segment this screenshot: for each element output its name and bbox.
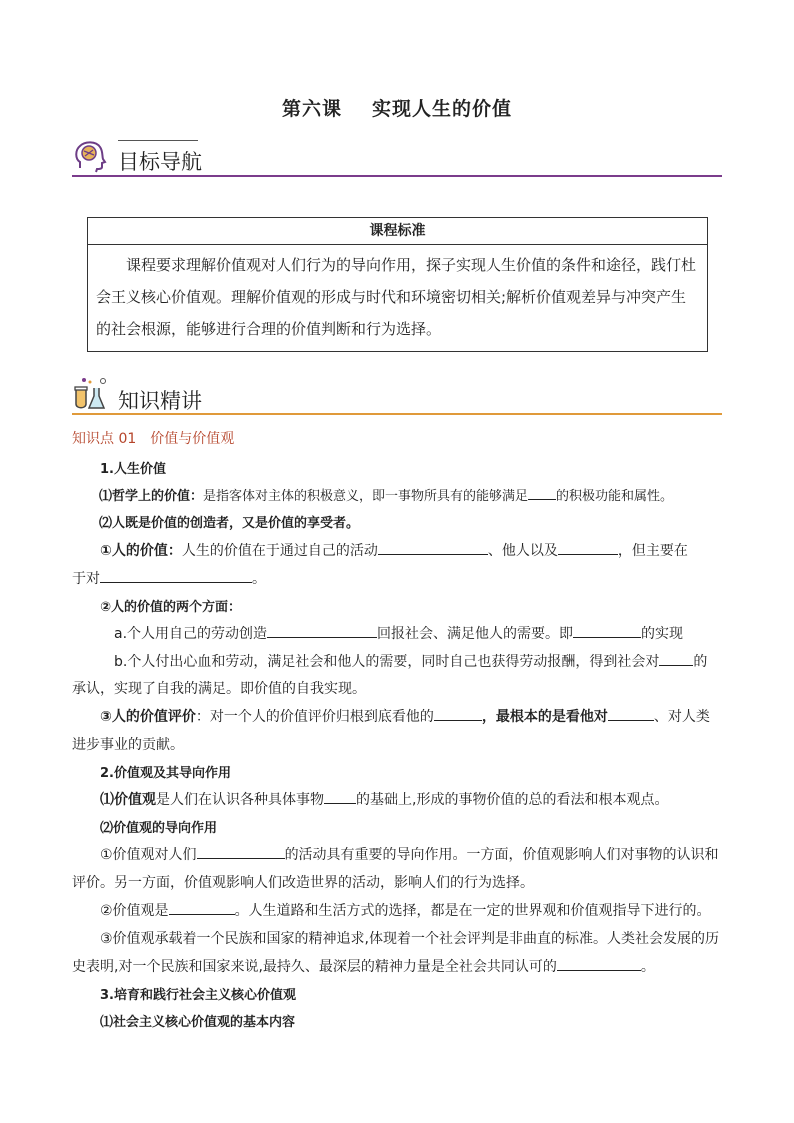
- blank[interactable]: [378, 542, 488, 555]
- brain-head-icon: [72, 138, 108, 174]
- heading-core-values-content: ⑴社会主义核心价值观的基本内容: [100, 1015, 296, 1030]
- lesson-number: 第六课: [281, 98, 342, 120]
- paragraph-human-value-cont: 于对 。: [72, 571, 266, 587]
- goal-top-tick: [118, 140, 198, 141]
- knowledge-content: [72, 458, 724, 1028]
- goal-divider: [72, 175, 722, 177]
- knowledge-point-number: 知识点 01: [72, 431, 137, 447]
- blank[interactable]: [197, 846, 285, 859]
- paragraph-aspect-b: b.个人付出心血和劳动，满足社会和他人的需要，同时自己也获得劳动报酬，得到社会对 的: [114, 654, 708, 670]
- blank[interactable]: [267, 625, 377, 638]
- paragraph-aspect-a: a.个人用自己的劳动创造 回报社会、满足他人的需要。即 的实现: [114, 626, 684, 642]
- heading-guidance-role: ⑵价值观的导向作用: [100, 821, 218, 836]
- blank[interactable]: [434, 708, 482, 721]
- lab-flask-icon: [72, 376, 108, 412]
- blank[interactable]: [573, 625, 641, 638]
- paragraph-human-value: ①人的价值：人生的价值在于通过自己的活动 、他人以及 ，但主要在: [100, 543, 688, 559]
- knowledge-section-title: 知识精讲: [118, 389, 202, 413]
- blank[interactable]: [324, 791, 356, 804]
- knowledge-point-name: 价值与价值观: [150, 431, 235, 447]
- blank[interactable]: [100, 570, 252, 583]
- heading-two-aspects: ②人的价值的两个方面：: [100, 600, 242, 615]
- blank[interactable]: [558, 542, 618, 555]
- lesson-topic: 实现人生的价值: [372, 98, 513, 120]
- goal-section-title: 目标导航: [118, 150, 202, 174]
- paragraph-guidance-2: ②价值观是 。人生道路和生活方式的选择，都是在一定的世界观和价值观指导下进行的。: [100, 903, 711, 919]
- blank[interactable]: [528, 487, 556, 500]
- paragraph-aspect-b-cont: 承认，实现了自我的满足。即价值的自我实现。: [72, 681, 366, 697]
- blank[interactable]: [608, 708, 654, 721]
- course-standard-header: 课程标准: [88, 218, 707, 245]
- paragraph-value-evaluation: ③人的价值评价：对一个人的价值评价归根到底看他的 ，最根本的是看他对 、对人类: [100, 709, 710, 725]
- goal-section-header: [72, 138, 722, 178]
- heading-core-values: 3.培育和践行社会主义核心价值观: [100, 988, 296, 1003]
- paragraph-creator-enjoyer: ⑵人既是价值的创造者，又是价值的享受者。: [99, 516, 360, 531]
- course-standard-box: [87, 217, 708, 352]
- paragraph-guidance-1: ①价值观对人们 的活动具有重要的导向作用。一方面，价值观影响人们对事物的认识和: [100, 847, 719, 863]
- blank[interactable]: [659, 653, 693, 666]
- paragraph-value-evaluation-cont: 进步事业的贡献。: [72, 737, 184, 753]
- course-standard-body: 课程要求理解价值观对人们行为的导向作用，探子实现人生价值的条件和途径，践仃杜会王义核心价值观。理解价值观的形成与时代和环境密切相关;解析价值观差异与冲突产生的社会根源，能够进行合理的价值判断和行为选择。: [96, 256, 697, 338]
- knowledge-section-header: [72, 376, 722, 416]
- paragraph-philosophy-value: ⑴哲学上的价值：是指客体对主体的积极意义，即一事物所具有的能够满足 的积极功能和属性。: [99, 489, 674, 504]
- page-title: [0, 94, 794, 121]
- paragraph-guidance-3: ③价值观承载着一个民族和国家的精神追求,体现着一个社会评判是非曲直的标准。人类社会发展的历: [100, 931, 719, 947]
- blank[interactable]: [169, 902, 235, 915]
- paragraph-guidance-1-cont: 评价。另一方面，价值观影响人们改造世界的活动，影响人们的行为选择。: [72, 875, 534, 891]
- heading-values-guidance: 2.价值观及其导向作用: [100, 766, 231, 781]
- knowledge-point-title: [72, 428, 234, 448]
- paragraph-guidance-3-cont: 史表明,对一个民族和国家来说,最持久、最深层的精神力量是全社会共同认可的 。: [72, 959, 655, 975]
- knowledge-divider: [72, 413, 722, 415]
- heading-life-value: 1.人生价值: [100, 462, 166, 477]
- blank[interactable]: [557, 958, 641, 971]
- paragraph-values-definition: ⑴价值观是人们在认识各种具体事物 的基础上,形成的事物价值的总的看法和根本观点。: [100, 792, 669, 808]
